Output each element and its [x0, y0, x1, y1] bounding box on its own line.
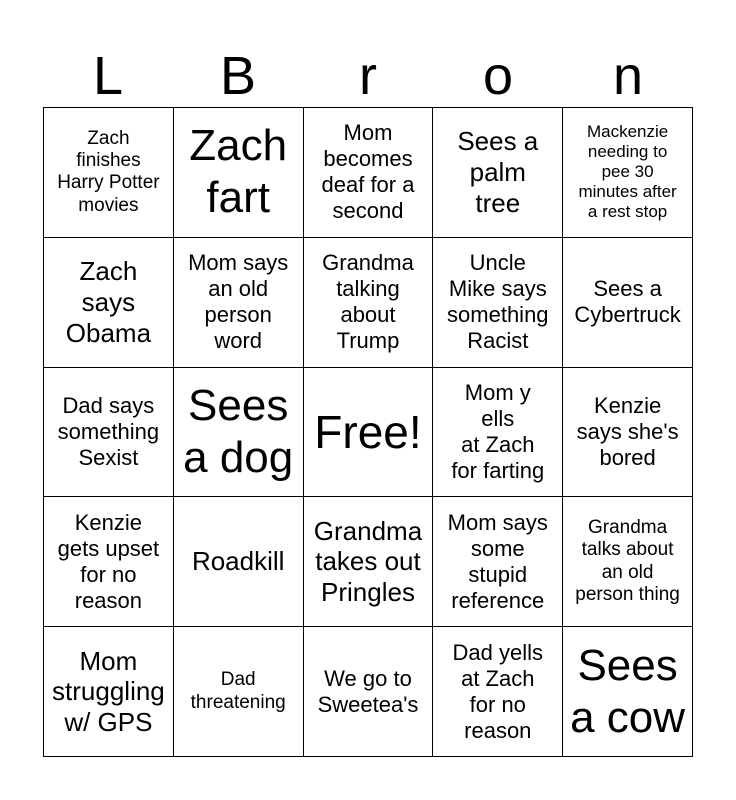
- cell-text: Sees a cow: [570, 640, 686, 742]
- cell-text: Dad says something Sexist: [57, 393, 160, 470]
- bingo-cell[interactable]: [174, 238, 304, 368]
- cell-text: Zach finishes Harry Potter movies: [57, 127, 160, 216]
- bingo-cell-free[interactable]: [304, 368, 434, 498]
- bingo-cell[interactable]: [174, 627, 304, 757]
- cell-text: Roadkill: [191, 546, 285, 577]
- bingo-cell[interactable]: [44, 108, 174, 238]
- cell-text: Mom says an old person word: [188, 250, 289, 354]
- cell-text: Zach fart: [189, 121, 288, 223]
- header-letter: o: [482, 46, 514, 106]
- bingo-cell[interactable]: [433, 368, 563, 498]
- cell-text: Kenzie says she's bored: [576, 393, 679, 470]
- bingo-cell[interactable]: [304, 627, 434, 757]
- header-letter: B: [219, 46, 257, 106]
- bingo-board: [43, 107, 693, 757]
- bingo-cell[interactable]: [433, 627, 563, 757]
- bingo-cell[interactable]: [563, 368, 693, 498]
- cell-text: Mackenzie needing to pee 30 minutes after a rest stop: [578, 122, 677, 222]
- bingo-cell[interactable]: [433, 238, 563, 368]
- bingo-cell[interactable]: [433, 108, 563, 238]
- bingo-cell[interactable]: [44, 238, 174, 368]
- cell-text: Sees a dog: [183, 381, 294, 482]
- cell-text: Mom y ells at Zach for farting: [451, 380, 545, 483]
- cell-text: Sees a Cybertruck: [574, 276, 681, 328]
- cell-text: Mom struggling w/ GPS: [52, 645, 165, 737]
- cell-text: We go to Sweetea's: [317, 665, 419, 717]
- bingo-cell[interactable]: [174, 108, 304, 238]
- cell-text: Grandma talks about an old person thing: [575, 516, 680, 606]
- bingo-cell[interactable]: [304, 108, 434, 238]
- cell-text: Mom says some stupid reference: [447, 509, 548, 613]
- bingo-cell[interactable]: [563, 238, 693, 368]
- bingo-cell[interactable]: [433, 497, 563, 627]
- cell-text: Grandma takes out Pringles: [313, 515, 423, 608]
- bingo-cell[interactable]: [44, 497, 174, 627]
- cell-text: Uncle Mike says something Racist: [447, 250, 549, 354]
- free-space-text: Free!: [314, 405, 422, 458]
- cell-text: Dad threatening: [190, 669, 286, 713]
- bingo-cell[interactable]: [563, 497, 693, 627]
- bingo-cell[interactable]: [174, 368, 304, 498]
- bingo-cell[interactable]: [563, 108, 693, 238]
- cell-text: Dad yells at Zach for no reason: [452, 639, 544, 743]
- header-letter: n: [612, 46, 644, 106]
- bingo-cell[interactable]: [563, 627, 693, 757]
- bingo-cell[interactable]: [304, 497, 434, 627]
- header-letter: L: [92, 46, 124, 106]
- bingo-cell[interactable]: [44, 627, 174, 757]
- bingo-cell[interactable]: [44, 368, 174, 498]
- cell-text: Mom becomes deaf for a second: [321, 120, 415, 224]
- cell-text: Kenzie gets upset for no reason: [57, 509, 160, 613]
- bingo-cell[interactable]: [174, 497, 304, 627]
- cell-text: Zach says Obama: [65, 256, 152, 348]
- cell-text: Sees a palm tree: [457, 126, 539, 218]
- bingo-cell[interactable]: [304, 238, 434, 368]
- bingo-header: [43, 44, 693, 108]
- header-letter: r: [359, 46, 377, 106]
- cell-text: Grandma talking about Trump: [322, 250, 414, 354]
